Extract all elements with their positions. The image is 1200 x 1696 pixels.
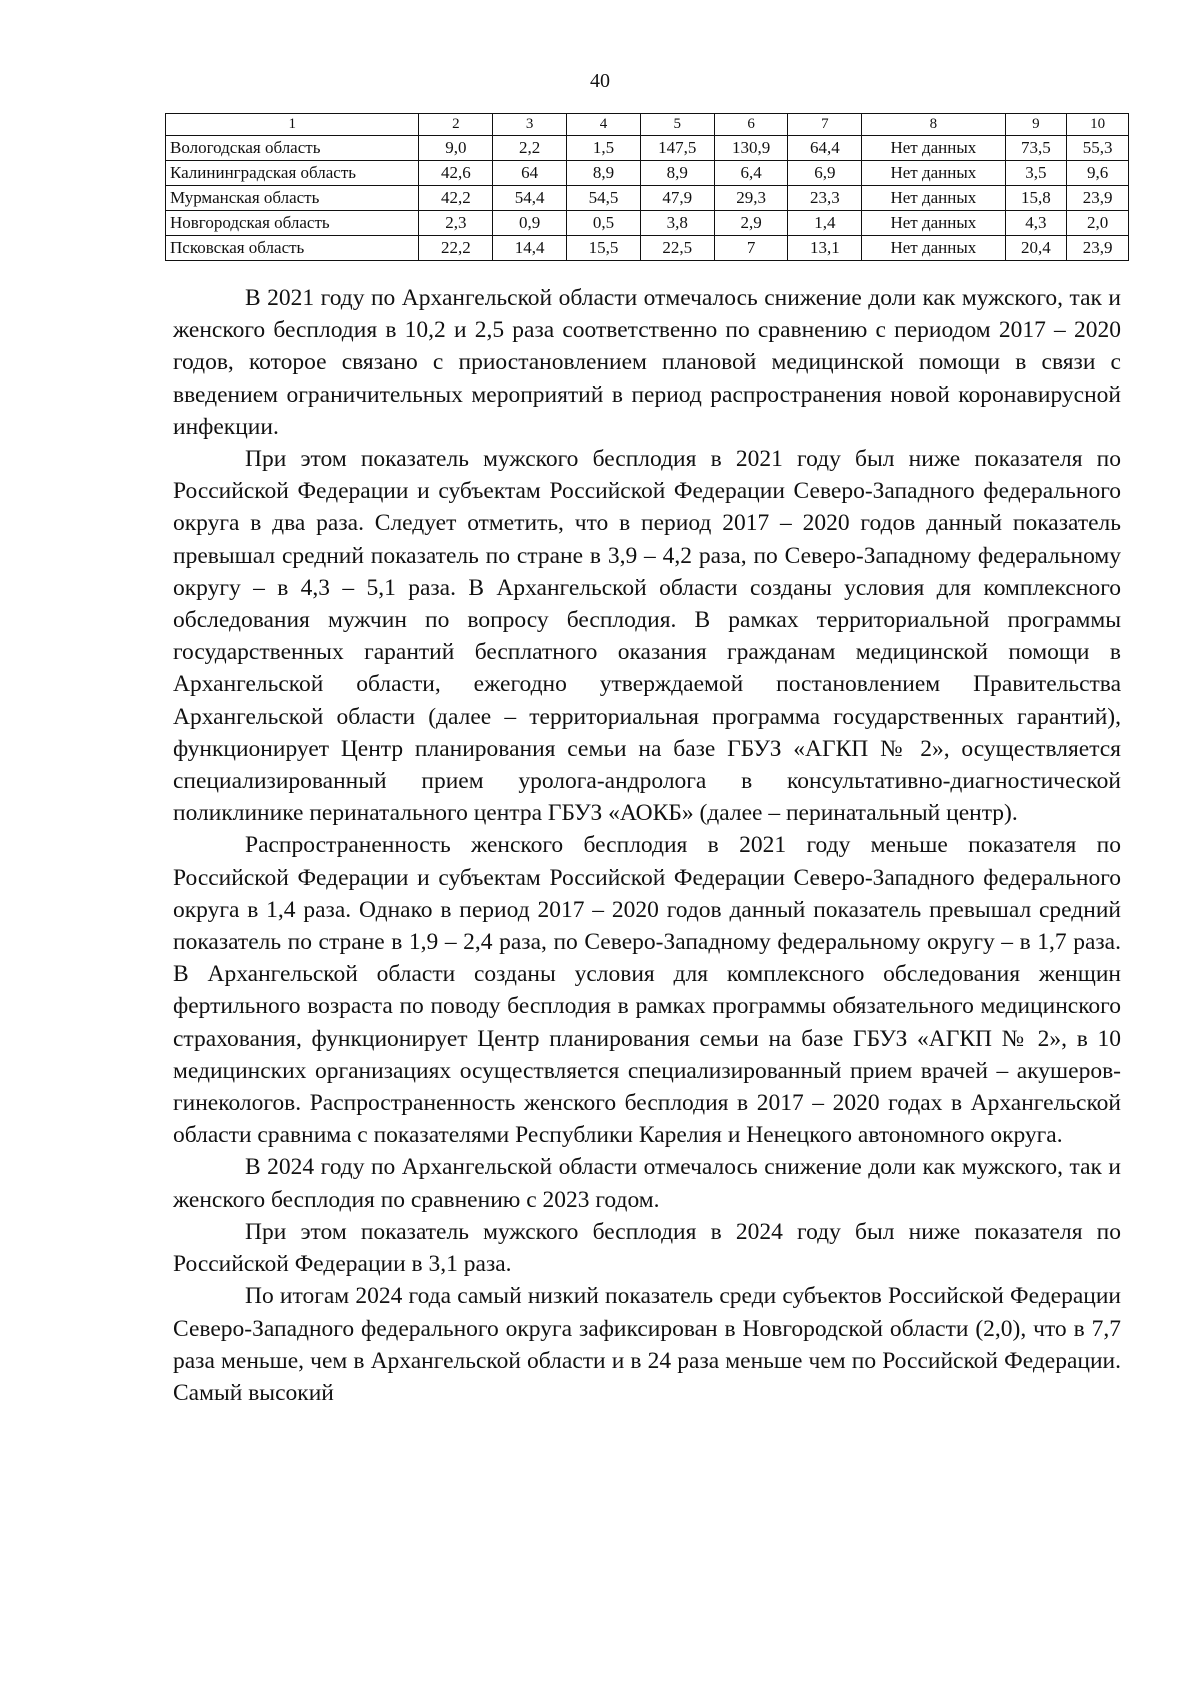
table-cell: 1,5 bbox=[567, 136, 641, 161]
region-name-cell: Вологодская область bbox=[166, 136, 419, 161]
table-row bbox=[166, 186, 1129, 211]
paragraph: Распространенность женского бесплодия в 2021 году меньше показателя по Российской Федерации и субъектам Российской Федерации Северо-Западного федерального округа в 1,4 раза. Однако в период 2017 – 2020 годов данный показатель превышал средний показатель по стране в 1,9 – 2,4 раза, по Северо-Западному федеральному округу – в 1,7 раза. В Архангельской области созданы условия для комплексного обследования женщин фертильного возраста по поводу бесплодия в рамках программы обязательного медицинского страхования, функционирует Центр планирования семьи на базе ГБУЗ «АГКП № 2», в 10 медицинских организациях осуществляется специализированный прием врачей – акушеров-гинекологов. Распространенность женского бесплодия в 2017 – 2020 годах в Архангельской области сравнима с показателями Республики Карелия и Ненецкого автономного округа. bbox=[173, 832, 1121, 1149]
table-cell: 20,4 bbox=[1005, 236, 1067, 261]
column-header: 5 bbox=[640, 114, 714, 136]
table-cell: 9,6 bbox=[1067, 161, 1129, 186]
table-cell: 15,5 bbox=[567, 236, 641, 261]
column-header: 1 bbox=[166, 114, 419, 136]
paragraph: В 2024 году по Архангельской области отмечалось снижение доли как мужского, так и женского бесплодия по сравнению с 2023 годом. bbox=[173, 1154, 1121, 1213]
table-cell: 23,9 bbox=[1067, 186, 1129, 211]
table-cell: 47,9 bbox=[640, 186, 714, 211]
table-cell: 15,8 bbox=[1005, 186, 1067, 211]
table-cell: 3,8 bbox=[640, 211, 714, 236]
table-cell: 9,0 bbox=[419, 136, 493, 161]
table-cell: 6,9 bbox=[788, 161, 862, 186]
column-header: 4 bbox=[567, 114, 641, 136]
table-cell: 8,9 bbox=[640, 161, 714, 186]
table-cell: 64,4 bbox=[788, 136, 862, 161]
table-cell: Нет данных bbox=[862, 161, 1005, 186]
table-cell: 6,4 bbox=[714, 161, 788, 186]
table-cell: 2,9 bbox=[714, 211, 788, 236]
table-cell: 23,3 bbox=[788, 186, 862, 211]
table-cell: 73,5 bbox=[1005, 136, 1067, 161]
table-cell: 0,5 bbox=[567, 211, 641, 236]
table-cell: 130,9 bbox=[714, 136, 788, 161]
table-row bbox=[166, 236, 1129, 261]
paragraph: При этом показатель мужского бесплодия в 2024 году был ниже показателя по Российской Федерации в 3,1 раза. bbox=[173, 1218, 1121, 1278]
table-cell: 42,2 bbox=[419, 186, 493, 211]
column-header: 2 bbox=[419, 114, 493, 136]
column-header: 7 bbox=[788, 114, 862, 136]
table-cell: 13,1 bbox=[788, 236, 862, 261]
paragraph: При этом показатель мужского бесплодия в 2021 году был ниже показателя по Российской Федерации и субъектам Российской Федерации Северо-Западного федерального округа в два раза. Следует отметить, что в период 2017 – 2020 годов данный показатель превышал средний показатель по стране в 3,9 – 4,2 раза, по Северо-Западному федеральному округу – в 4,3 – 5,1 раза. В Архангельской области созданы условия для комплексного обследования мужчин по вопросу бесплодия. В рамках территориальной программы государственных гарантий бесплатного оказания гражданам медицинской помощи в Архангельской области, ежегодно утверждаемой постановлением Правительства Архангельской области (далее – территориальная программа государственных гарантий), функционирует Центр планирования семьи на базе ГБУЗ «АГКП № 2», осуществляется специализированный прием уролога-андролога в консультативно-диагностической поликлинике перинатального центра ГБУЗ «АОКБ» (далее – перинатальный центр). bbox=[173, 446, 1121, 827]
table-cell: Нет данных bbox=[862, 236, 1005, 261]
table-cell: Нет данных bbox=[862, 211, 1005, 236]
table-cell: 1,4 bbox=[788, 211, 862, 236]
table-cell: Нет данных bbox=[862, 136, 1005, 161]
table-cell: 2,3 bbox=[419, 211, 493, 236]
region-name-cell: Калининградская область bbox=[166, 161, 419, 186]
table-cell: 64 bbox=[493, 161, 567, 186]
column-header: 3 bbox=[493, 114, 567, 136]
paragraph: По итогам 2024 года самый низкий показатель среди субъектов Российской Федерации Северо-Западного федерального округа зафиксирован в Новгородской области (2,0), что в 7,7 раза меньше, чем в Архангельской области и в 24 раза меньше чем по Российской Федерации. Самый высокий bbox=[173, 1283, 1121, 1406]
regional-statistics-table bbox=[165, 113, 1129, 261]
table-cell: 8,9 bbox=[567, 161, 641, 186]
table-cell: 23,9 bbox=[1067, 236, 1129, 261]
table-cell: 55,3 bbox=[1067, 136, 1129, 161]
column-header: 10 bbox=[1067, 114, 1129, 136]
table-cell: 29,3 bbox=[714, 186, 788, 211]
table-row bbox=[166, 161, 1129, 186]
table-cell: 0,9 bbox=[493, 211, 567, 236]
region-name-cell: Псковская область bbox=[166, 236, 419, 261]
table-cell: 7 bbox=[714, 236, 788, 261]
region-name-cell: Мурманская область bbox=[166, 186, 419, 211]
table-cell: 54,4 bbox=[493, 186, 567, 211]
table-row bbox=[166, 136, 1129, 161]
column-header: 9 bbox=[1005, 114, 1067, 136]
column-header: 8 bbox=[862, 114, 1005, 136]
table-cell: 22,2 bbox=[419, 236, 493, 261]
table-cell: 2,0 bbox=[1067, 211, 1129, 236]
table-cell: 54,5 bbox=[567, 186, 641, 211]
column-header: 6 bbox=[714, 114, 788, 136]
table-cell: Нет данных bbox=[862, 186, 1005, 211]
table-cell: 147,5 bbox=[640, 136, 714, 161]
table-header-row bbox=[166, 114, 1129, 136]
table-cell: 42,6 bbox=[419, 161, 493, 186]
table-cell: 3,5 bbox=[1005, 161, 1067, 186]
table-row bbox=[166, 211, 1129, 236]
table-cell: 22,5 bbox=[640, 236, 714, 261]
table-cell: 4,3 bbox=[1005, 211, 1067, 236]
paragraph: В 2021 году по Архангельской области отмечалось снижение доли как мужского, так и женского бесплодия в 10,2 и 2,5 раза соответственно по сравнению с периодом 2017 – 2020 годов, которое связано с приостановлением плановой медицинской помощи в связи с введением ограничительных мероприятий в период распространения новой коронавирусной инфекции. bbox=[173, 285, 1121, 440]
page-number: 40 bbox=[590, 70, 610, 92]
region-name-cell: Новгородская область bbox=[166, 211, 419, 236]
table-cell: 2,2 bbox=[493, 136, 567, 161]
table-cell: 14,4 bbox=[493, 236, 567, 261]
body-text bbox=[173, 282, 1121, 1409]
